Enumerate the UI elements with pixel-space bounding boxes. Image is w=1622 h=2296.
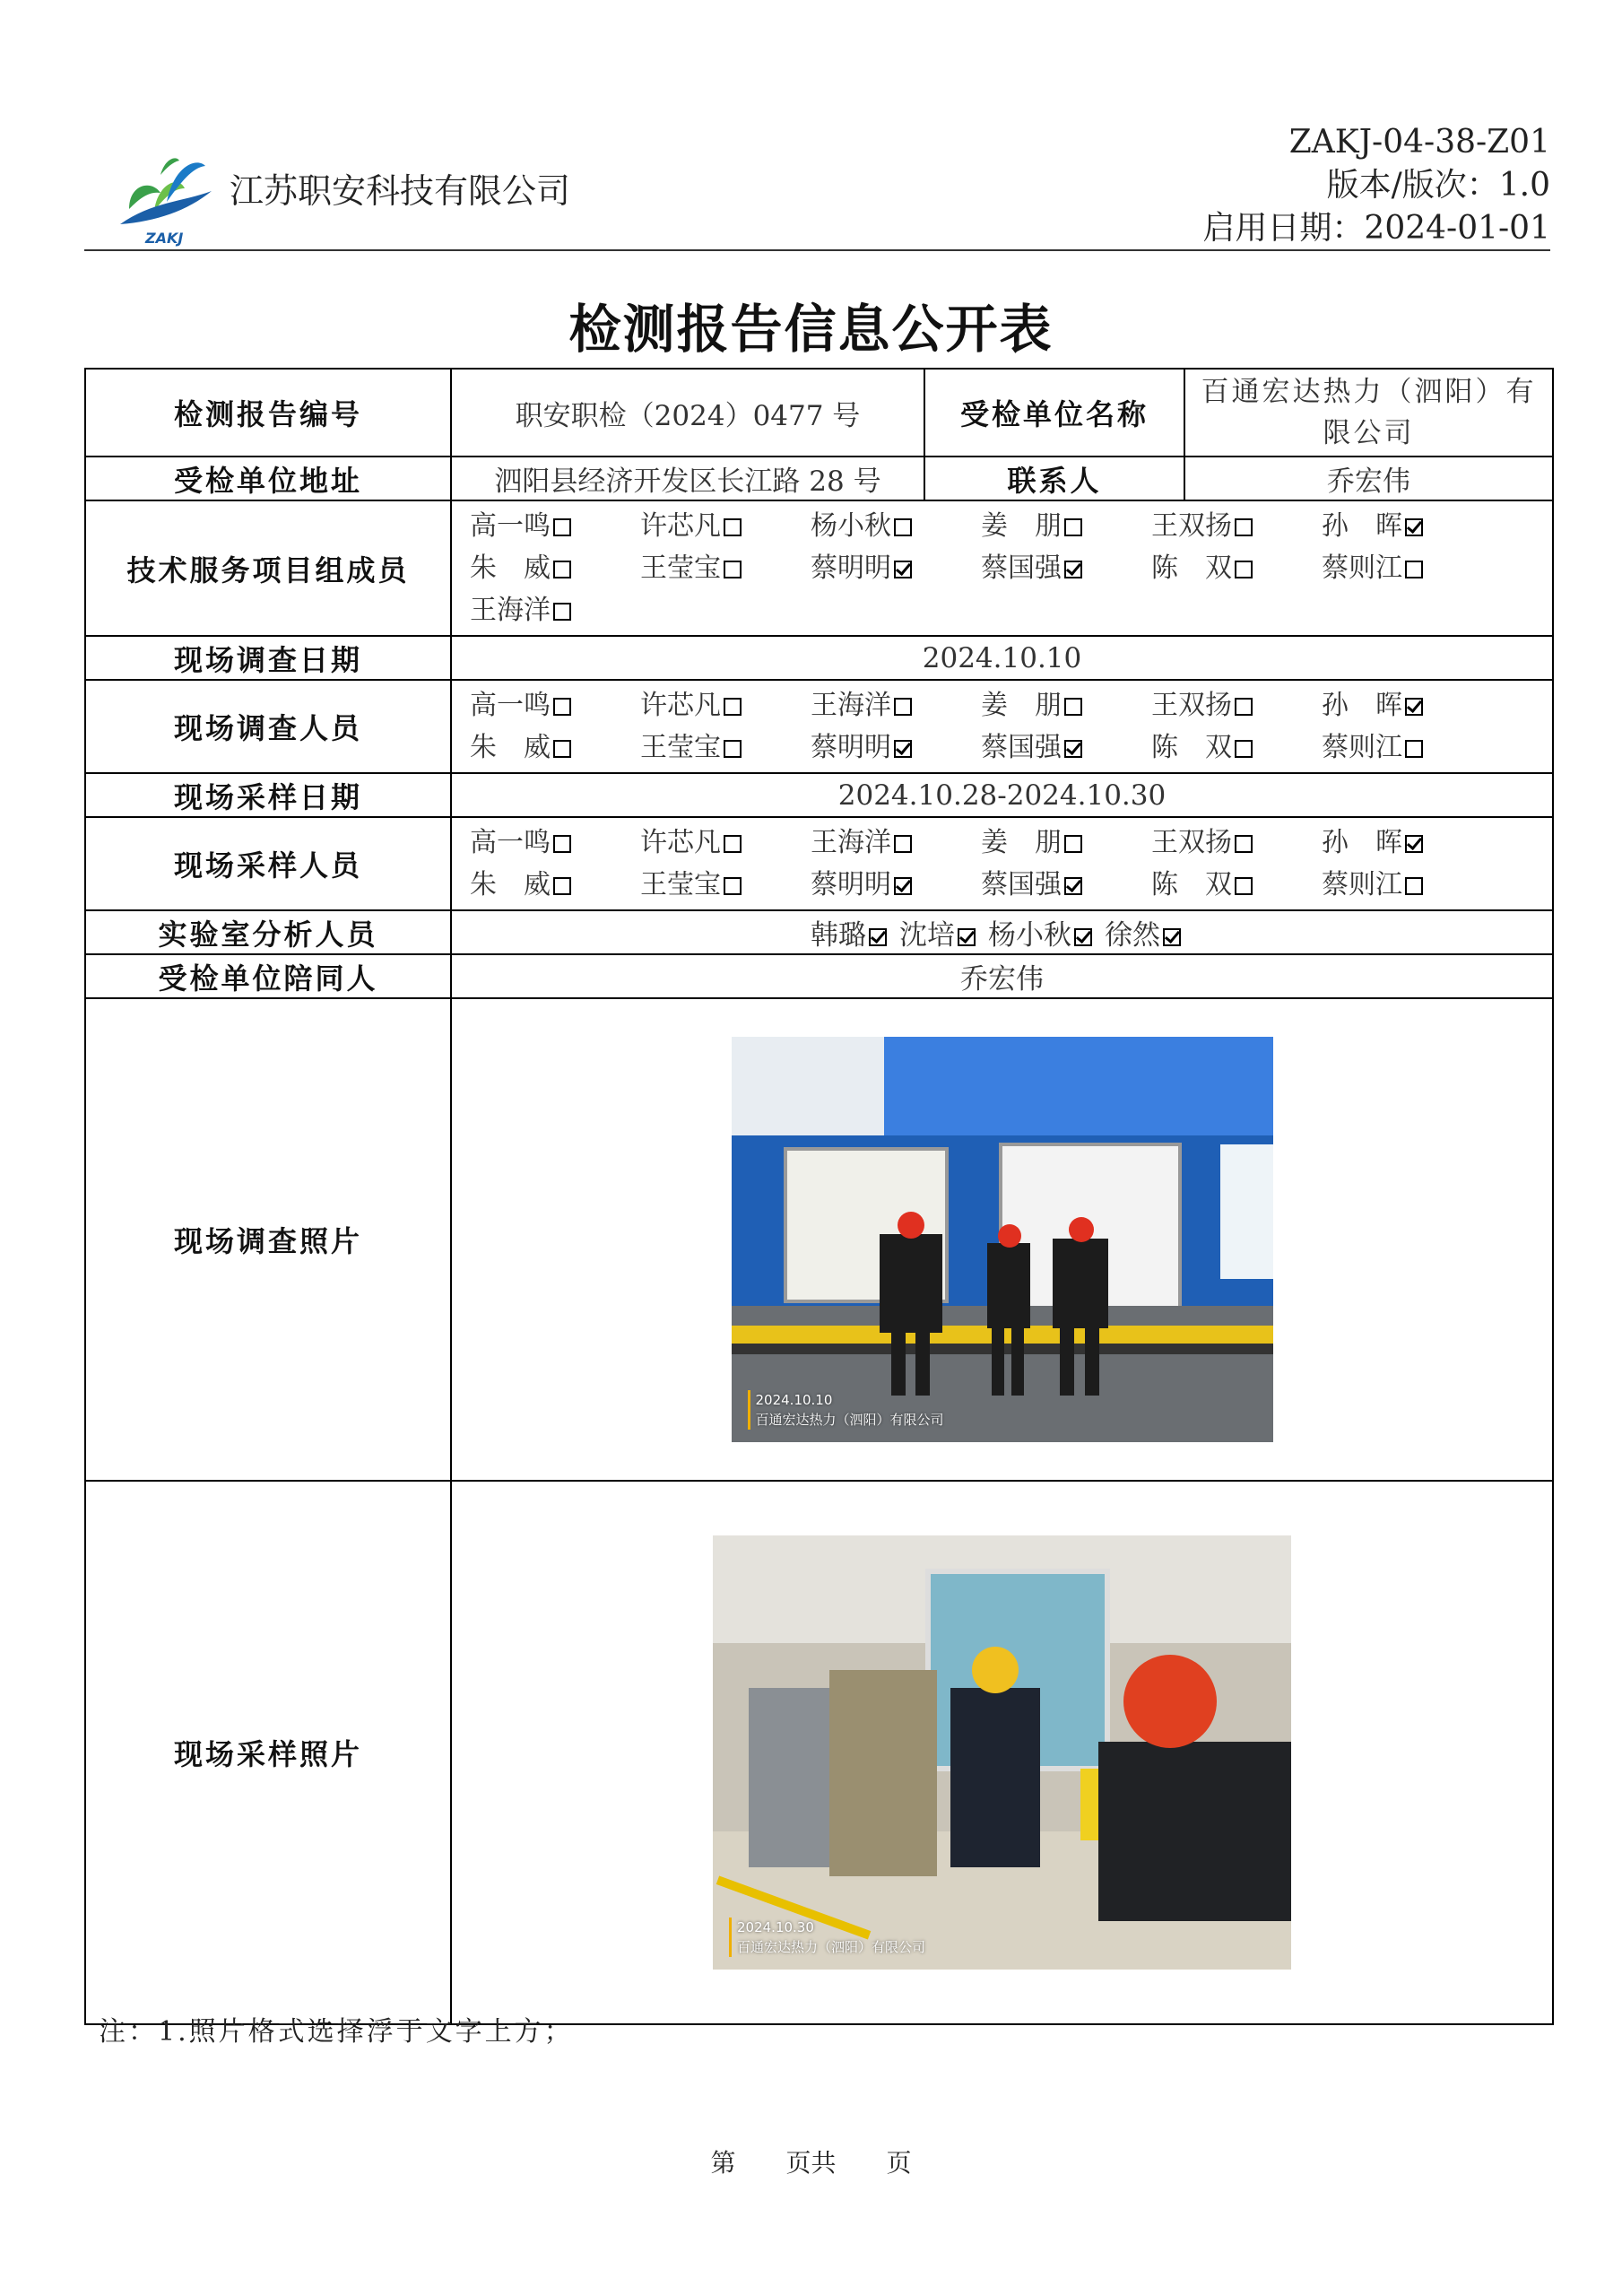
logo-text: ZAKJ xyxy=(145,230,184,247)
person-name: 蔡国强 xyxy=(981,732,1062,763)
lab-staff-label: 实验室分析人员 xyxy=(85,910,451,954)
unchecked-checkbox[interactable] xyxy=(724,698,742,716)
person-entry xyxy=(811,505,981,547)
sampling-photo-stamp xyxy=(729,1918,925,1957)
report-no: 职安职检（2024）0477 号 xyxy=(451,369,924,457)
person-entry xyxy=(1322,864,1492,906)
unchecked-checkbox[interactable] xyxy=(724,877,742,895)
person-entry xyxy=(1151,726,1322,769)
person-entry xyxy=(1151,547,1322,589)
person-entry xyxy=(811,684,981,726)
sampling-photo-label: 现场采样照片 xyxy=(85,1481,451,2024)
escort-label: 受检单位陪同人 xyxy=(85,954,451,998)
person-name: 高一鸣 xyxy=(470,827,551,858)
unchecked-checkbox[interactable] xyxy=(1405,740,1423,758)
contact: 乔宏伟 xyxy=(1184,457,1553,500)
person-name: 王双扬 xyxy=(1151,690,1232,721)
company-name: 江苏职安科技有限公司 xyxy=(230,171,571,211)
survey-staff-label: 现场调查人员 xyxy=(85,680,451,773)
sampling-photo xyxy=(713,1535,1291,1970)
survey-photo-label: 现场调查照片 xyxy=(85,998,451,1481)
unchecked-checkbox[interactable] xyxy=(1064,835,1082,853)
person-entry xyxy=(1322,505,1492,547)
escort: 乔宏伟 xyxy=(451,954,1553,998)
person-name: 杨小秋 xyxy=(811,510,891,542)
address-label: 受检单位地址 xyxy=(85,457,451,500)
sampling-date: 2024.10.28-2024.10.30 xyxy=(451,773,1553,817)
person-entry xyxy=(811,726,981,769)
person-name: 朱 威 xyxy=(470,552,551,584)
person-entry xyxy=(988,919,1092,952)
checked-checkbox[interactable] xyxy=(894,561,912,578)
person-entry xyxy=(899,919,976,952)
unit-name: 百通宏达热力（泗阳）有限公司 xyxy=(1184,369,1553,457)
survey-date-label: 现场调查日期 xyxy=(85,636,451,680)
person-name: 高一鸣 xyxy=(470,510,551,542)
unchecked-checkbox[interactable] xyxy=(553,740,571,758)
checked-checkbox[interactable] xyxy=(894,877,912,895)
person-entry xyxy=(1322,547,1492,589)
unchecked-checkbox[interactable] xyxy=(724,835,742,853)
person-entry xyxy=(981,684,1151,726)
person-entry xyxy=(981,726,1151,769)
person-name: 蔡则江 xyxy=(1322,869,1402,900)
unchecked-checkbox[interactable] xyxy=(894,518,912,536)
unchecked-checkbox[interactable] xyxy=(724,740,742,758)
doc-code: ZAKJ-04-38-Z01 xyxy=(1288,124,1550,161)
person-name: 蔡则江 xyxy=(1322,732,1402,763)
checked-checkbox[interactable] xyxy=(1405,698,1423,716)
person-name: 许芯凡 xyxy=(640,827,721,858)
unchecked-checkbox[interactable] xyxy=(1235,877,1253,895)
lab-staff-list xyxy=(811,919,1193,952)
checked-checkbox[interactable] xyxy=(1405,835,1423,853)
survey-date: 2024.10.10 xyxy=(451,636,1553,680)
person-entry xyxy=(1151,864,1322,906)
person-name: 王双扬 xyxy=(1151,510,1232,542)
unchecked-checkbox[interactable] xyxy=(1235,740,1253,758)
person-name: 许芯凡 xyxy=(640,690,721,721)
page-title: 检测报告信息公开表 xyxy=(568,299,1054,360)
person-entry xyxy=(811,822,981,864)
person-name: 姜 朋 xyxy=(981,510,1062,542)
person-name: 孙 晖 xyxy=(1322,690,1402,721)
person-entry xyxy=(470,822,640,864)
person-name: 姜 朋 xyxy=(981,827,1062,858)
person-entry xyxy=(1151,505,1322,547)
page-header xyxy=(84,108,1550,251)
person-name: 沈培 xyxy=(899,919,955,952)
checked-checkbox[interactable] xyxy=(1074,928,1092,946)
person-name: 王莹宝 xyxy=(640,552,721,584)
person-name: 王海洋 xyxy=(811,827,891,858)
person-name: 高一鸣 xyxy=(470,690,551,721)
checked-checkbox[interactable] xyxy=(894,740,912,758)
person-entry xyxy=(1105,919,1181,952)
unchecked-checkbox[interactable] xyxy=(553,698,571,716)
members-label: 技术服务项目组成员 xyxy=(85,500,451,636)
contact-label: 联系人 xyxy=(924,457,1184,500)
person-entry xyxy=(470,684,640,726)
document-info xyxy=(1202,121,1550,250)
person-entry xyxy=(1322,726,1492,769)
person-entry xyxy=(470,547,640,589)
survey-photo-image xyxy=(732,1037,1273,1442)
footnote: 注：1.照片格式选择浮于文字上方； xyxy=(99,2016,574,2048)
person-name: 王海洋 xyxy=(470,595,551,626)
survey-photo-company: 百通宏达热力（泗阳）有限公司 xyxy=(755,1412,944,1428)
person-entry xyxy=(981,505,1151,547)
person-name: 王海洋 xyxy=(811,690,891,721)
person-name: 蔡国强 xyxy=(981,552,1062,584)
checked-checkbox[interactable] xyxy=(1064,561,1082,578)
header-rule xyxy=(84,249,1550,251)
checked-checkbox[interactable] xyxy=(1163,928,1181,946)
report-no-label: 检测报告编号 xyxy=(85,369,451,457)
sampling-staff-list xyxy=(452,818,1552,909)
person-entry xyxy=(1151,822,1322,864)
unchecked-checkbox[interactable] xyxy=(724,518,742,536)
person-entry xyxy=(640,822,811,864)
person-entry xyxy=(640,684,811,726)
person-entry xyxy=(1322,822,1492,864)
person-name: 王莹宝 xyxy=(640,732,721,763)
unchecked-checkbox[interactable] xyxy=(553,561,571,578)
person-name: 陈 双 xyxy=(1151,732,1232,763)
person-name: 陈 双 xyxy=(1151,552,1232,584)
person-entry xyxy=(640,864,811,906)
survey-photo-date: 2024.10.10 xyxy=(755,1392,833,1408)
unchecked-checkbox[interactable] xyxy=(894,835,912,853)
checked-checkbox[interactable] xyxy=(869,928,887,946)
person-name: 朱 威 xyxy=(470,732,551,763)
info-table xyxy=(84,368,1554,2025)
person-entry xyxy=(640,505,811,547)
person-entry xyxy=(981,547,1151,589)
checked-checkbox[interactable] xyxy=(1064,877,1082,895)
sampling-date-label: 现场采样日期 xyxy=(85,773,451,817)
person-entry xyxy=(1322,684,1492,726)
person-entry xyxy=(811,547,981,589)
survey-photo xyxy=(732,1037,1273,1442)
person-entry xyxy=(640,726,811,769)
checked-checkbox[interactable] xyxy=(1405,518,1423,536)
person-name: 蔡明明 xyxy=(811,552,891,584)
person-name: 王双扬 xyxy=(1151,827,1232,858)
sampling-staff-label: 现场采样人员 xyxy=(85,817,451,910)
checked-checkbox[interactable] xyxy=(1064,740,1082,758)
company-logo xyxy=(111,139,219,247)
person-name: 蔡则江 xyxy=(1322,552,1402,584)
person-entry xyxy=(640,547,811,589)
sampling-photo-company: 百通宏达热力（泗阳）有限公司 xyxy=(737,1939,926,1955)
unchecked-checkbox[interactable] xyxy=(1405,877,1423,895)
person-name: 杨小秋 xyxy=(988,919,1071,952)
unchecked-checkbox[interactable] xyxy=(1064,698,1082,716)
unchecked-checkbox[interactable] xyxy=(1235,561,1253,578)
unit-name-label: 受检单位名称 xyxy=(924,369,1184,457)
person-entry xyxy=(470,726,640,769)
unchecked-checkbox[interactable] xyxy=(553,603,571,621)
sampling-photo-date: 2024.10.30 xyxy=(737,1919,814,1935)
person-entry xyxy=(470,864,640,906)
person-name: 蔡明明 xyxy=(811,869,891,900)
unchecked-checkbox[interactable] xyxy=(553,877,571,895)
person-name: 王莹宝 xyxy=(640,869,721,900)
person-name: 徐然 xyxy=(1105,919,1160,952)
person-name: 陈 双 xyxy=(1151,869,1232,900)
checked-checkbox[interactable] xyxy=(958,928,976,946)
person-name: 许芯凡 xyxy=(640,510,721,542)
page-number: 第 页共 页 xyxy=(710,2148,912,2178)
person-entry xyxy=(470,505,640,547)
person-name: 姜 朋 xyxy=(981,690,1062,721)
unchecked-checkbox[interactable] xyxy=(553,835,571,853)
unchecked-checkbox[interactable] xyxy=(1235,835,1253,853)
doc-version: 版本/版次：1.0 xyxy=(1326,167,1550,204)
survey-photo-stamp xyxy=(748,1390,944,1430)
unchecked-checkbox[interactable] xyxy=(894,698,912,716)
unchecked-checkbox[interactable] xyxy=(1235,518,1253,536)
person-name: 孙 晖 xyxy=(1322,827,1402,858)
person-name: 朱 威 xyxy=(470,869,551,900)
person-name: 蔡明明 xyxy=(811,732,891,763)
members-list xyxy=(452,501,1552,635)
effective-date: 启用日期：2024-01-01 xyxy=(1202,210,1550,247)
person-entry xyxy=(811,919,887,952)
address: 泗阳县经济开发区长江路 28 号 xyxy=(451,457,924,500)
person-entry xyxy=(470,589,640,631)
person-entry xyxy=(981,822,1151,864)
survey-staff-list xyxy=(452,681,1552,772)
unchecked-checkbox[interactable] xyxy=(1405,561,1423,578)
unchecked-checkbox[interactable] xyxy=(1064,518,1082,536)
person-entry xyxy=(811,864,981,906)
person-name: 蔡国强 xyxy=(981,869,1062,900)
person-entry xyxy=(1151,684,1322,726)
unchecked-checkbox[interactable] xyxy=(724,561,742,578)
sampling-photo-image xyxy=(713,1535,1291,1970)
person-entry xyxy=(981,864,1151,906)
unchecked-checkbox[interactable] xyxy=(553,518,571,536)
person-name: 韩璐 xyxy=(811,919,866,952)
person-name: 孙 晖 xyxy=(1322,510,1402,542)
unchecked-checkbox[interactable] xyxy=(1235,698,1253,716)
